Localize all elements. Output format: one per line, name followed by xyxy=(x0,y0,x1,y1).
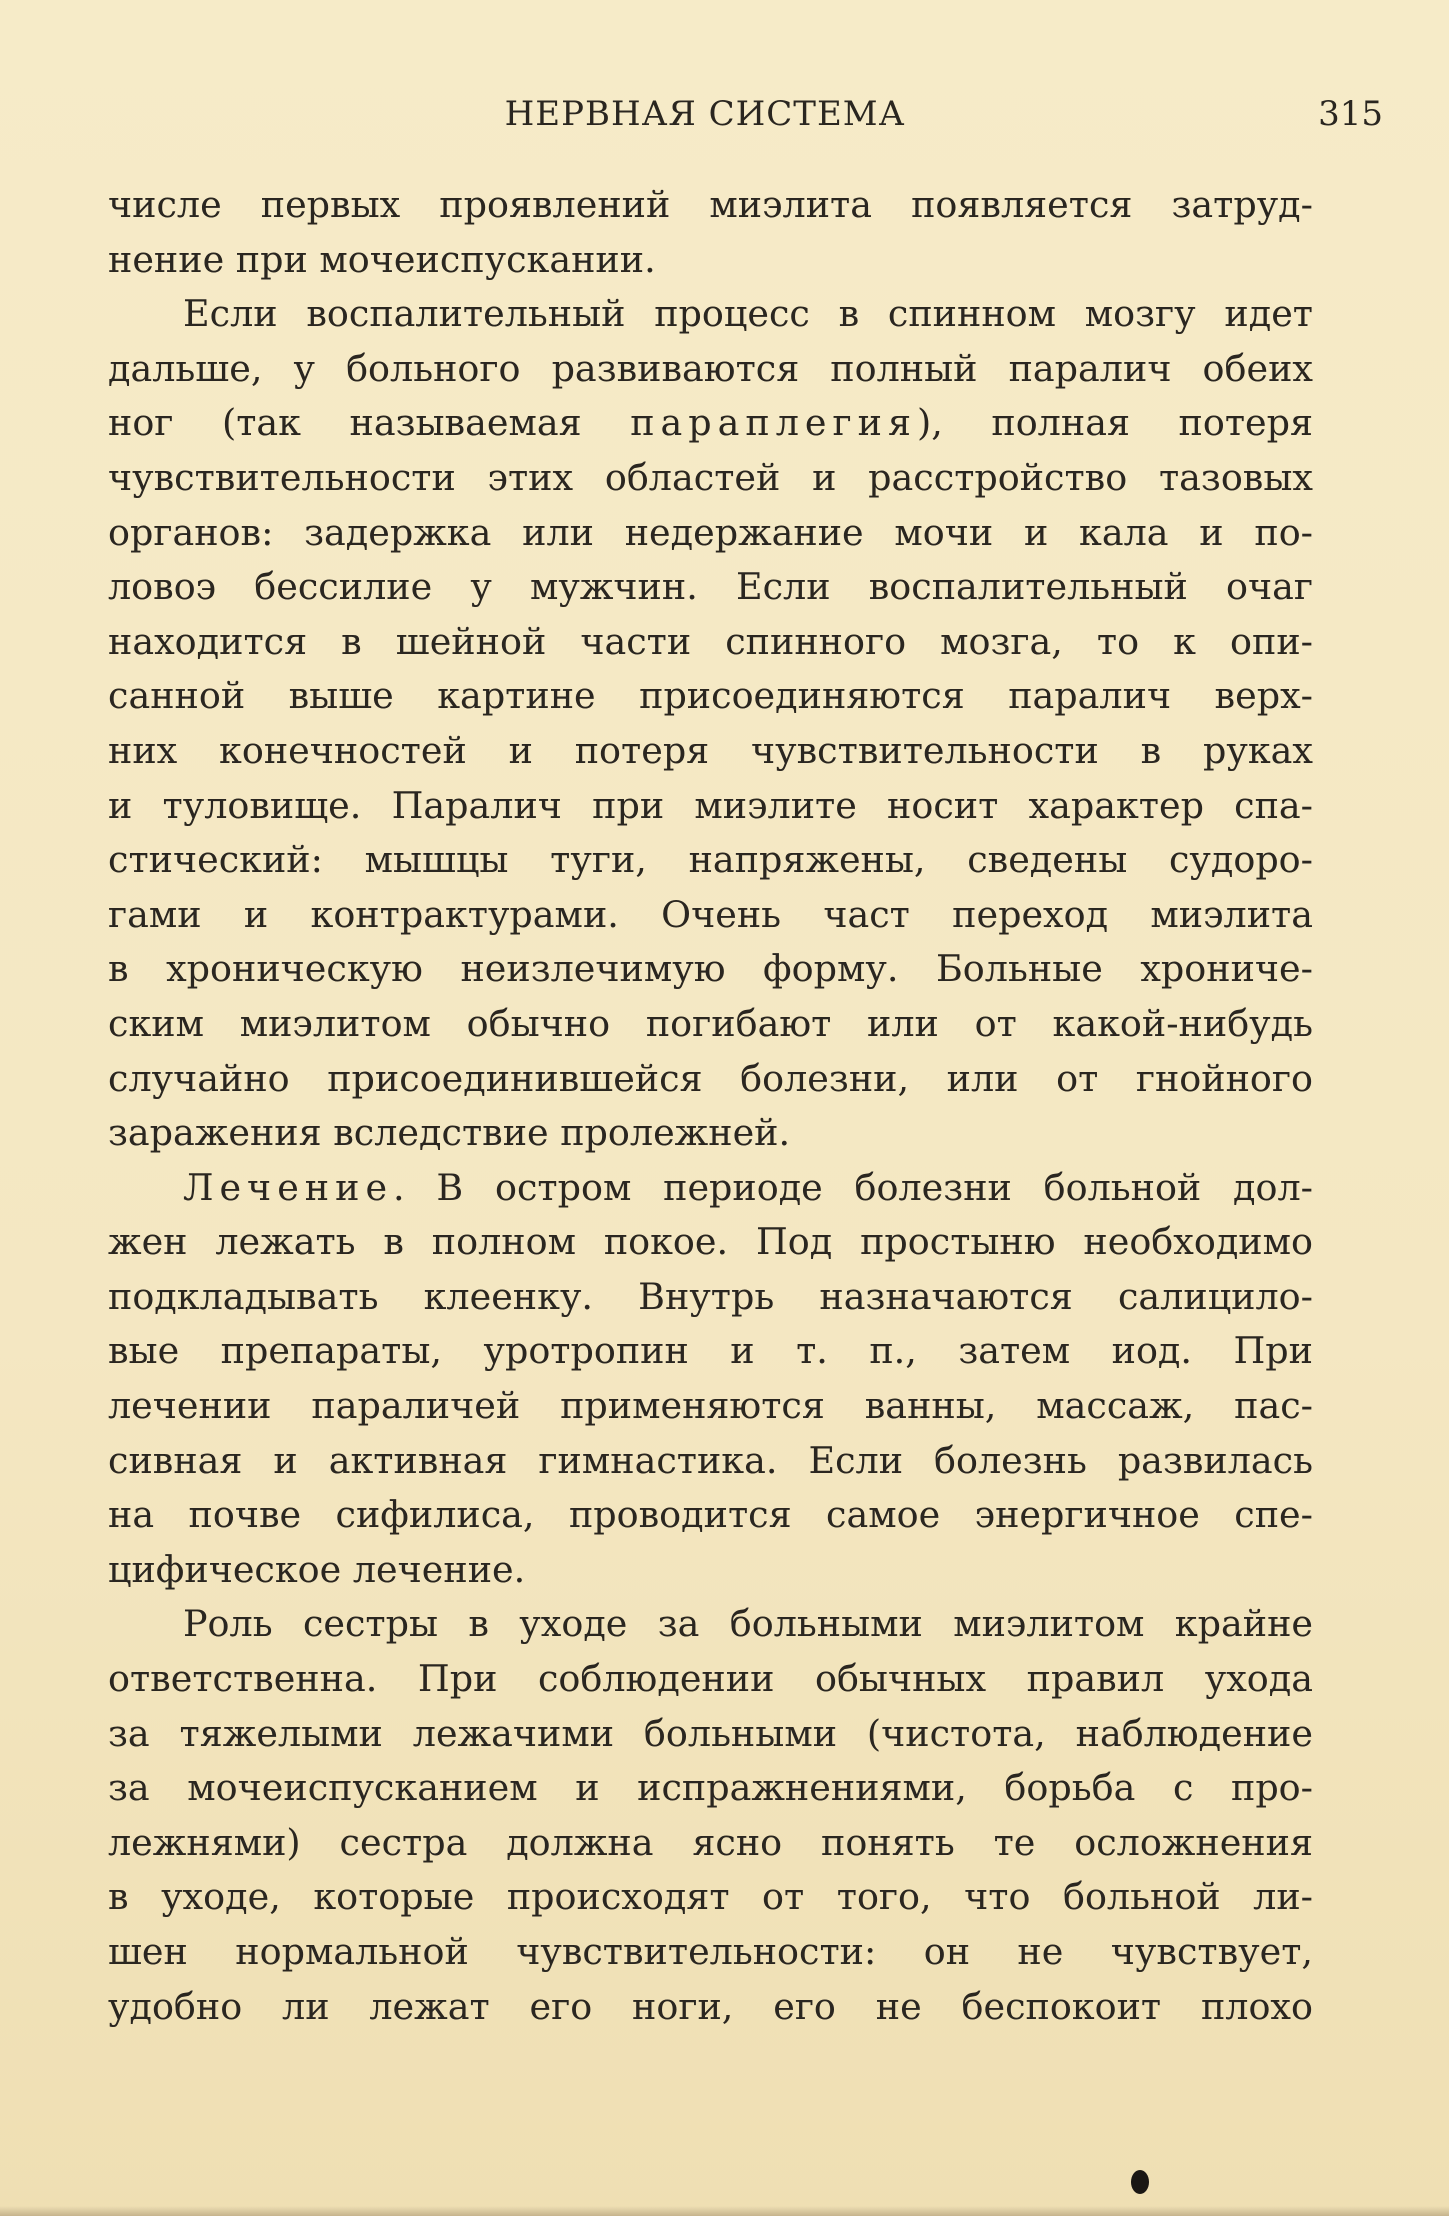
text-fragment: . В остром периоде болезни больной дол- xyxy=(393,1165,1313,1209)
text-line: сивная и активная гимнастика. Если болезнь развилась xyxy=(108,1438,1313,1482)
text-line: жен лежать в полном покое. Под простыню необходимо xyxy=(108,1220,1313,1264)
text-line: заражения вследствие пролежней. xyxy=(108,1111,791,1155)
text-line: случайно присоединившейся болезни, или от гнойного xyxy=(108,1056,1313,1100)
text-line: за тяжелыми лежачими больными (чистота, наблюдение xyxy=(108,1711,1313,1755)
text-fragment: ног (так называемая xyxy=(108,401,631,445)
text-line: Если воспалительный процесс в спинном мозгу идет xyxy=(183,292,1313,336)
text-line: ским миэлитом обычно погибают или от какой-нибудь xyxy=(108,1001,1313,1045)
text-line xyxy=(108,1161,1313,1216)
text-line: вые препараты, уротропин и т. п., затем иод. При xyxy=(108,1329,1313,1373)
text-line: Роль сестры в уходе за больными миэлитом крайне xyxy=(183,1602,1313,1646)
emphasized-term: параплегия xyxy=(630,401,917,445)
text-line: санной выше картине присоединяются паралич верх- xyxy=(108,674,1313,718)
text-line: лежнями) сестра должна ясно понять те осложнения xyxy=(108,1820,1313,1864)
text-line: лечении параличей применяются ванны, массаж, пас- xyxy=(108,1384,1313,1428)
page-header xyxy=(0,88,1449,138)
section-heading-inline: Лечение xyxy=(183,1165,394,1209)
text-line: дальше, у больного развиваются полный паралич обеих xyxy=(108,346,1313,390)
text-line: них конечностей и потеря чувствительности в руках xyxy=(108,728,1313,772)
text-line: нение при мочеиспускании. xyxy=(108,237,656,281)
text-line: гами и контрактурами. Очень част переход миэлита xyxy=(108,892,1313,936)
text-fragment: ), полная потеря xyxy=(917,401,1314,445)
text-line: шен нормальной чувствительности: он не чувствует, xyxy=(108,1930,1313,1973)
text-line: чувствительности этих областей и расстройство тазовых xyxy=(108,455,1313,499)
text-line: в хроническую неизлечимую форму. Больные хрониче- xyxy=(108,947,1313,991)
text-line: и туловище. Паралич при миэлите носит характер спа- xyxy=(108,783,1313,827)
page-number: 315 xyxy=(1318,94,1383,134)
text-line: находится в шейной части спинного мозга, то к опи- xyxy=(108,619,1313,663)
text-line: органов: задержка или недержание мочи и кала и по- xyxy=(108,510,1313,554)
page-bottom-edge xyxy=(0,2206,1449,2216)
text-line: числе первых проявлений миэлита появляется затруд- xyxy=(108,183,1313,226)
text-line: удобно ли лежат его ноги, его не беспокоит плохо xyxy=(108,1984,1313,2028)
text-line: на почве сифилиса, проводится самое энергичное спе- xyxy=(108,1493,1313,1537)
ink-speck xyxy=(1131,2170,1149,2194)
text-line: ловоэ бессилие у мужчин. Если воспалительный очаг xyxy=(108,565,1313,609)
text-line: ответственна. При соблюдении обычных правил ухода xyxy=(108,1657,1313,1701)
text-line: в уходе, которые происходят от того, что больной ли- xyxy=(108,1875,1313,1919)
text-line: стический: мышцы туги, напряжены, сведены судоро- xyxy=(108,838,1313,882)
text-line: подкладывать клеенку. Внутрь назначаются салицило- xyxy=(108,1274,1313,1318)
text-line: цифическое лечение. xyxy=(108,1547,526,1591)
text-line xyxy=(108,396,1313,451)
running-title: НЕРВНАЯ СИСТЕМА xyxy=(504,94,906,134)
body-text xyxy=(108,178,1313,2034)
text-line: за мочеиспусканием и испражнениями, борьба с про- xyxy=(108,1766,1313,1810)
